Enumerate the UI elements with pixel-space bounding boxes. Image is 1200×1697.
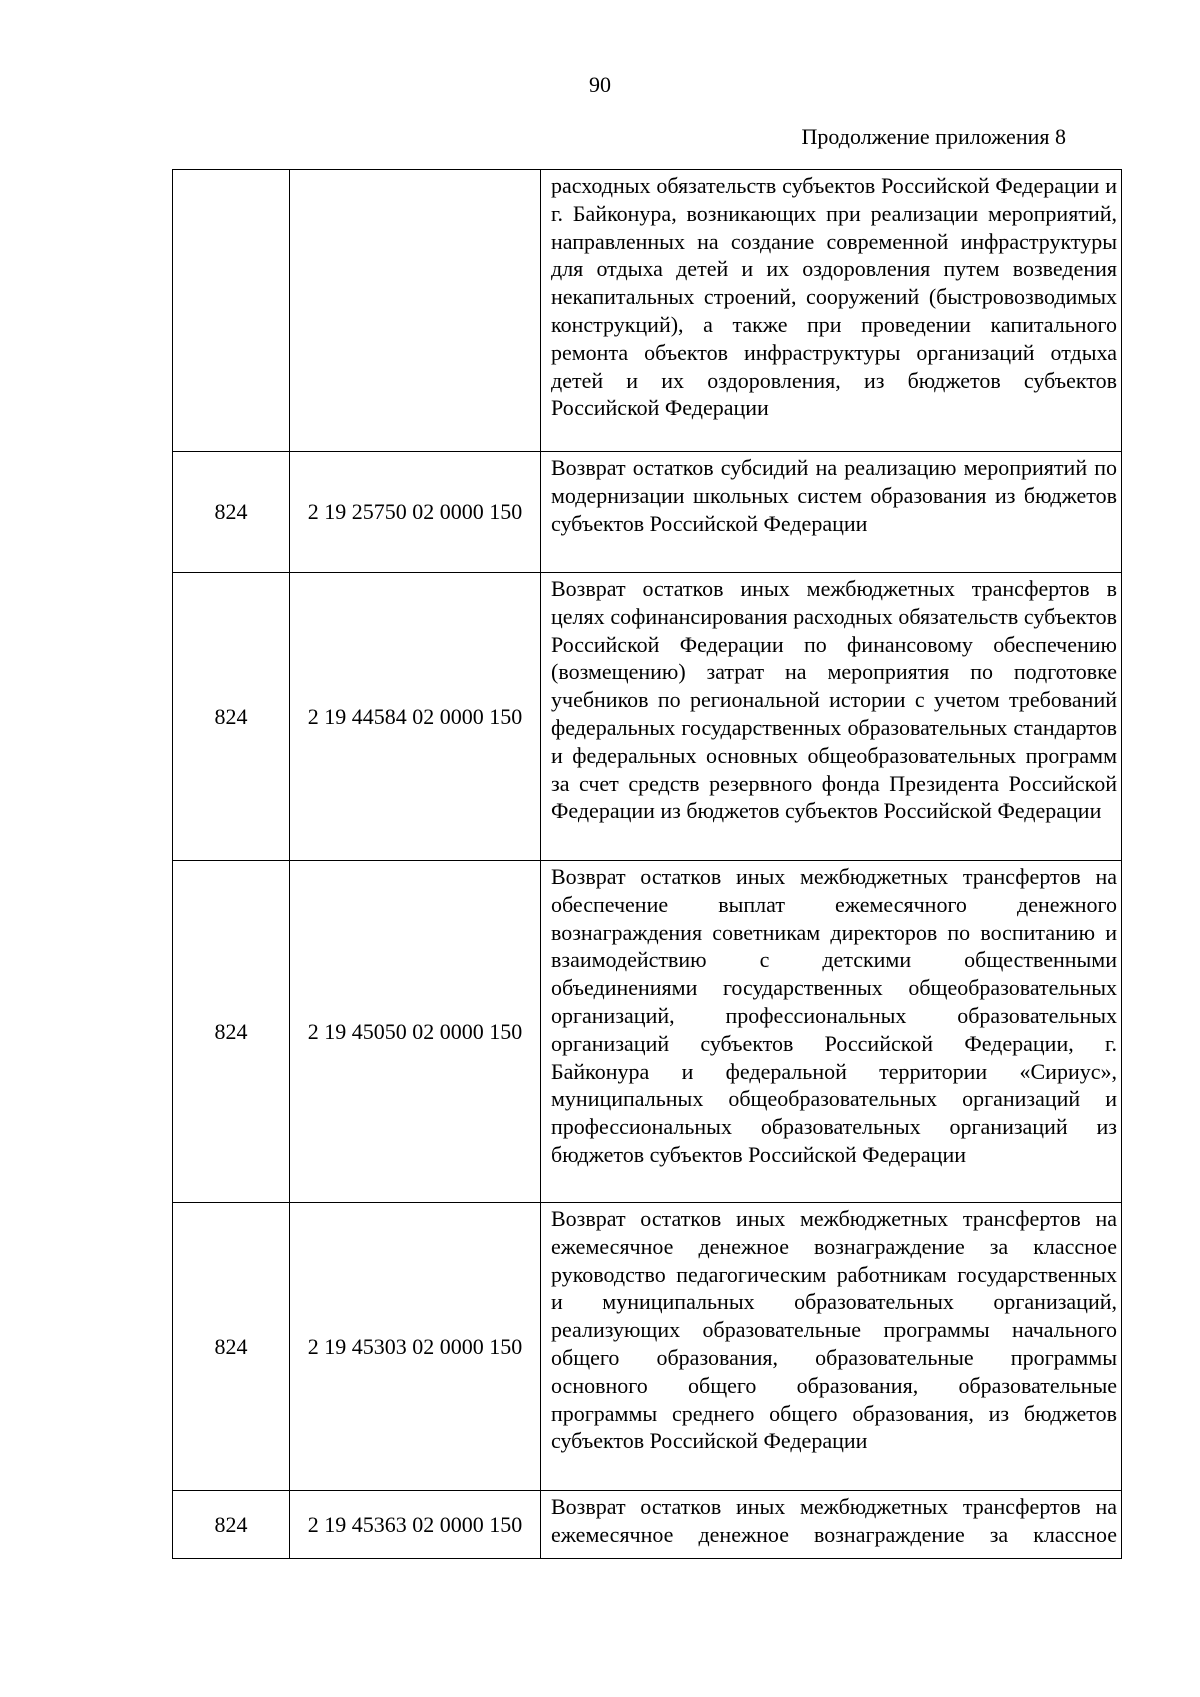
admin-code-cell: 824 (173, 1491, 290, 1559)
budget-code-cell: 2 19 45050 02 0000 150 (290, 861, 541, 1203)
appendix-continuation-label: Продолжение приложения 8 (801, 124, 1066, 149)
budget-code-cell: 2 19 45363 02 0000 150 (290, 1491, 541, 1559)
admin-code-cell: 824 (173, 861, 290, 1203)
table-row (173, 1203, 1122, 1491)
description-text: Возврат остатков иных межбюджетных трансфертов на ежемесячное денежное вознаграждение за классное (551, 1494, 1117, 1547)
description-cell (541, 861, 1122, 1203)
table-row (173, 1491, 1122, 1559)
description-cell (541, 1203, 1122, 1491)
description-text: Возврат остатков иных межбюджетных трансфертов в целях софинансирования расходных обязательств субъектов Российской Федерации по финансовому обеспечению (возмещению) затрат на мероприятия по подготовке учебников по региональной истории с учетом требований федеральных государственных образовательных стандартов и федеральных основных общеобразовательных программ за счет средств резервного фонда Президента Российской Федерации из бюджетов субъектов Российской Федерации (551, 576, 1117, 824)
admin-code-cell: 824 (173, 1203, 290, 1491)
description-text: расходных обязательств субъектов Российской Федерации и г. Байконура, возникающих при реализации мероприятий, направленных на создание современной инфраструктуры для отдыха детей и их оздоровления путем возведения некапитальных строений, сооружений (быстровозводимых конструкций), а также при проведении капитального ремонта объектов инфраструктуры организаций отдыха детей и их оздоровления, из бюджетов субъектов Российской Федерации (551, 173, 1117, 421)
budget-codes-table (172, 169, 1122, 1559)
table-row (173, 573, 1122, 861)
admin-code-cell: 824 (173, 573, 290, 861)
description-cell (541, 170, 1122, 452)
description-text: Возврат остатков иных межбюджетных трансфертов на обеспечение выплат ежемесячного денежного вознаграждения советникам директоров по воспитанию и взаимодействию с детскими общественными объединениями государственных общеобразовательных организаций, профессиональных образовательных организаций субъектов Российской Федерации, г. Байконура и федеральной территории «Сириус», муниципальных общеобразовательных организаций и профессиональных образовательных организаций из бюджетов субъектов Российской Федерации (551, 864, 1117, 1167)
budget-code-cell: 2 19 44584 02 0000 150 (290, 573, 541, 861)
admin-code-cell: 824 (173, 452, 290, 573)
description-text: Возврат остатков иных межбюджетных трансфертов на ежемесячное денежное вознаграждение за классное руководство педагогическим работникам государственных и муниципальных образовательных организаций, реализующих образовательные программы начального общего образования, образовательные программы основного общего образования, образовательные программы среднего общего образования, из бюджетов субъектов Российской Федерации (551, 1206, 1117, 1454)
budget-code-cell: 2 19 25750 02 0000 150 (290, 452, 541, 573)
description-text: Возврат остатков субсидий на реализацию мероприятий по модернизации школьных систем образования из бюджетов субъектов Российской Федерации (551, 455, 1117, 536)
budget-code-cell: 2 19 45303 02 0000 150 (290, 1203, 541, 1491)
admin-code-cell (173, 170, 290, 452)
table-row (173, 452, 1122, 573)
description-cell (541, 1491, 1122, 1559)
page-number: 90 (589, 72, 611, 97)
description-cell (541, 573, 1122, 861)
description-cell (541, 452, 1122, 573)
table-row (173, 861, 1122, 1203)
table-row (173, 170, 1122, 452)
budget-code-cell (290, 170, 541, 452)
